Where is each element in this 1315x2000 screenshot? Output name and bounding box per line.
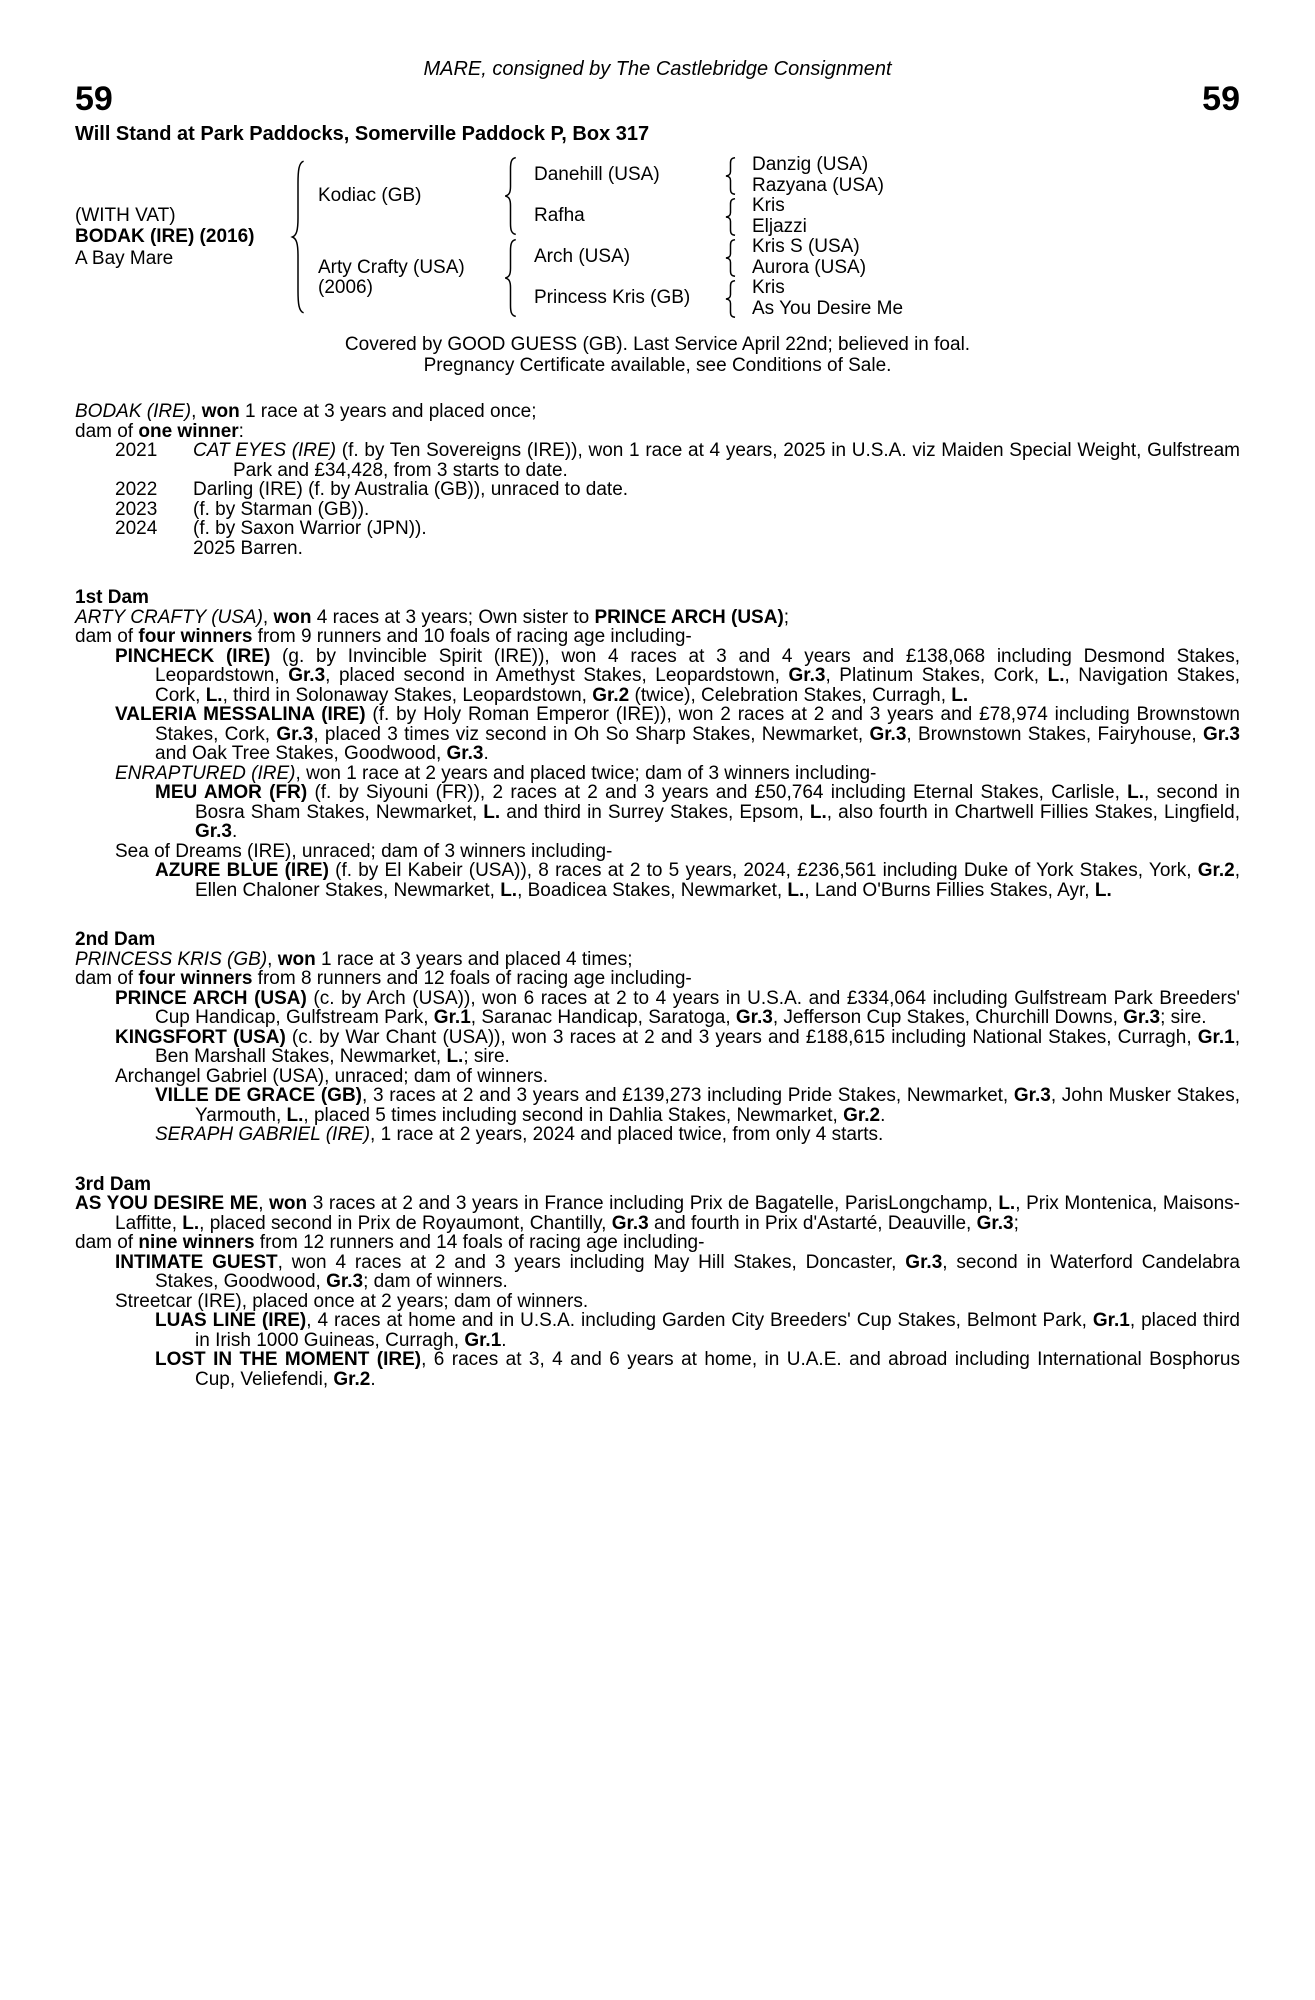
consignor-line: MARE, consigned by The Castlebridge Consignment [423, 58, 892, 80]
text-run: L. [483, 801, 501, 823]
text-run: PRINCESS KRIS (GB) [75, 948, 268, 970]
catalogue-paragraph [75, 1311, 1240, 1350]
text-run: , Ellen Chaloner Stakes, Newmarket, [195, 860, 1240, 901]
text-run: Gr.3 [1203, 723, 1240, 745]
text-run: won [277, 948, 316, 970]
text-run: MEU AMOR (FR) [155, 782, 308, 803]
text-run: , 3 races at 2 and 3 years and £139,273 including Pride Stakes, Newmarket, [362, 1085, 1014, 1106]
text-run: Gr.2 [843, 1104, 881, 1126]
text-run: , second in Bosra Sham Stakes, Newmarket, [195, 782, 1240, 823]
catalogue-paragraph [75, 705, 1240, 764]
text-run: , [267, 948, 278, 970]
text-run: VILLE DE GRACE (GB) [155, 1085, 363, 1106]
text-run: , 1 race at 2 years, 2024 and placed twice, from only 4 starts. [370, 1124, 884, 1145]
catalogue-paragraph [75, 1125, 1240, 1145]
text-run: Gr.1 [464, 1329, 502, 1351]
lot-number-right: 59 [1202, 80, 1240, 118]
text-run: Gr.3 [976, 1212, 1014, 1234]
text-run: : [238, 420, 244, 442]
text-run: (f. by Siyouni (FR)), 2 races at 2 and 3 years and £50,764 including Eternal Stakes, Carlisle, [307, 782, 1128, 803]
sire-block [318, 155, 903, 237]
foal-entry-text [193, 539, 1240, 559]
sections [75, 402, 1240, 1389]
covering-line-2: Pregnancy Certificate available, see Conditions of Sale. [423, 354, 892, 376]
text-run: BODAK (IRE) [75, 401, 192, 422]
text-run: ENRAPTURED (IRE) [115, 762, 296, 784]
subject-horse-name: BODAK (IRE) (2016) [75, 226, 255, 248]
text-run: and fourth in Prix d'Astarté, Deauville, [648, 1212, 977, 1234]
brace-icon [724, 239, 737, 277]
text-run: ; [783, 606, 790, 628]
great-grandsire-name: Kris [752, 277, 785, 298]
produce-record-row [75, 539, 1240, 559]
text-run: PINCHECK (IRE) [115, 645, 271, 667]
text-run: one winner [138, 420, 239, 442]
text-run: , third in Solonaway Stakes, Leopardstown, [222, 684, 593, 706]
text-run: four winners [138, 968, 253, 989]
catalogue-paragraph [75, 627, 1240, 647]
text-run: Streetcar (IRE), placed once at 2 years; dam of winners. [115, 1290, 589, 1312]
pedigree-section [75, 1175, 1240, 1390]
text-run: 1 race at 3 years and placed 4 times; [315, 948, 633, 970]
lot-number-left: 59 [75, 80, 113, 118]
subject-horse-description: A Bay Mare [75, 247, 174, 269]
text-run: (g. by Invincible Spirit (IRE)), won 4 races at 3 and 4 years and £138,068 including Desmond Stakes, Leopardstown, [155, 645, 1241, 686]
text-run: Gr.3 [326, 1271, 364, 1292]
catalogue-paragraph [75, 1350, 1240, 1389]
text-run: Gr.3 [611, 1212, 649, 1234]
text-run: (f. by Starman (GB)). [193, 498, 370, 520]
text-run: . [501, 1329, 507, 1351]
catalogue-paragraph [75, 1086, 1240, 1125]
foal-entry-text [193, 441, 1240, 480]
text-run: Gr.3 [446, 743, 484, 764]
text-run: from 12 runners and 14 foals of racing age including- [254, 1232, 705, 1253]
catalogue-paragraph [75, 861, 1240, 900]
great-granddam-name: Razyana (USA) [752, 174, 884, 196]
text-run: won [273, 606, 312, 628]
catalogue-paragraph [75, 989, 1240, 1028]
sire-name: Kodiac (GB) [318, 184, 422, 206]
great-granddam-name: Eljazzi [752, 215, 807, 237]
granddam-name: Rafha [534, 205, 585, 227]
text-run: dam of [75, 420, 139, 442]
text-run: dam of [75, 968, 139, 989]
pedigree-section [75, 402, 1240, 558]
text-run: (f. by Holy Roman Emperor (IRE)), won 2 races at 2 and 3 years and £78,974 including Brownstown Stakes, Cork, [155, 704, 1240, 745]
catalogue-paragraph [75, 608, 1240, 628]
text-run: , Land O'Burns Fillies Stakes, Ayr, [804, 879, 1095, 901]
text-run: Gr.3 [735, 1007, 773, 1028]
text-run: 4 races at 3 years; Own sister to [311, 606, 595, 628]
text-run: (f. by El Kabeir (USA)), 8 races at 2 to 5 years, 2024, £236,561 including Duke of York Stakes, York, [328, 860, 1198, 881]
catalogue-paragraph [75, 1067, 1240, 1087]
lot-number-row [75, 81, 1240, 117]
text-run: LOST IN THE MOMENT (IRE) [155, 1349, 422, 1370]
pedigree-parents [318, 155, 903, 319]
dam-name-line2: (2006) [318, 277, 373, 298]
great-grandparents [752, 237, 866, 278]
grandsire-name: Danehill (USA) [534, 164, 660, 186]
dam-grandparents [534, 237, 903, 319]
granddam-block [534, 196, 884, 237]
subject-horse-info [75, 205, 290, 270]
text-run: (c. by War Chant (USA)), won 3 races at 2 and 3 years and £188,615 including National Stakes, Curragh, [285, 1026, 1198, 1048]
great-grandparents [752, 155, 884, 196]
text-run: , 6 races at 3, 4 and 6 years at home, in U.A.E. and abroad including International Bosphorus Cup, Veliefendi, [195, 1349, 1240, 1390]
dam-block [318, 237, 903, 319]
text-run: KINGSFORT (USA) [115, 1026, 286, 1048]
text-run: L. [182, 1212, 200, 1234]
text-run: (c. by Arch (USA)), won 6 races at 2 to 4 years in U.S.A. and £334,064 including Gulfstream Park Breeders' Cup Handicap, Gulfstream Park, [155, 987, 1241, 1028]
text-run: L. [998, 1193, 1016, 1214]
text-run: L. [809, 801, 827, 823]
text-run: SERAPH GABRIEL (IRE) [155, 1124, 371, 1145]
text-run: and Oak Tree Stakes, Goodwood, [155, 743, 447, 764]
granddam-block [534, 278, 903, 319]
produce-record-row [75, 441, 1240, 480]
section-heading: 1st Dam [75, 587, 149, 608]
catalogue-paragraph [75, 1233, 1240, 1253]
text-run: , 4 races at home and in U.S.A. including Garden City Breeders' Cup Stakes, Belmont Park, [306, 1310, 1093, 1331]
text-run: , Boadicea Stakes, Newmarket, [517, 879, 788, 901]
great-grandsire-name: Kris S (USA) [752, 236, 860, 257]
pedigree-table [75, 155, 1240, 319]
text-run: L. [205, 684, 223, 706]
catalogue-paragraph [75, 783, 1240, 842]
foal-entry-text [193, 480, 1240, 500]
brace-icon [724, 157, 737, 195]
text-run: L. [1094, 879, 1112, 901]
great-grandsire-name: Kris [752, 195, 785, 216]
text-run: Gr.3 [1123, 1007, 1161, 1028]
catalogue-paragraph [75, 402, 1240, 422]
text-run: . [231, 821, 238, 842]
text-run: VALERIA MESSALINA (IRE) [115, 704, 366, 725]
text-run: dam of [75, 1232, 139, 1253]
pedigree-section [75, 930, 1240, 1145]
text-run: , placed 3 times viz second in Oh So Sharp Stakes, Newmarket, [313, 723, 870, 745]
text-run: Gr.2 [592, 684, 630, 706]
text-run: ; dam of winners. [363, 1271, 508, 1292]
text-run: L. [1127, 782, 1145, 803]
covering-line-1: Covered by GOOD GUESS (GB). Last Service April 22nd; believed in foal. [344, 334, 971, 355]
produce-record-row [75, 519, 1240, 539]
great-granddam-name: Aurora (USA) [752, 256, 867, 278]
text-run: LUAS LINE (IRE) [155, 1310, 307, 1331]
foal-year: 2021 [115, 440, 158, 461]
text-run: , also fourth in Chartwell Fillies Stakes, Lingfield, [826, 801, 1240, 823]
catalogue-paragraph [75, 950, 1240, 970]
text-run: ARTY CRAFTY (USA) [75, 606, 263, 628]
text-run: Gr.2 [333, 1368, 371, 1390]
text-run: , Saranac Handicap, Saratoga, [470, 1007, 736, 1028]
grandsire-block [534, 155, 884, 196]
catalogue-paragraph [75, 1292, 1240, 1312]
brace-icon [290, 158, 306, 316]
text-run: Sea of Dreams (IRE), unraced; dam of 3 winners including- [115, 840, 613, 862]
text-run: , Navigation Stakes, Cork, [155, 665, 1240, 706]
text-run: Gr.3 [195, 821, 232, 842]
text-run: Darling (IRE) (f. by Australia (GB)), unraced to date. [193, 479, 629, 500]
catalogue-paragraph [75, 842, 1240, 862]
text-run: L. [951, 684, 969, 706]
catalogue-paragraph [75, 969, 1240, 989]
grandsire-name: Arch (USA) [534, 246, 631, 268]
text-run: (f. by Saxon Warrior (JPN)). [193, 518, 427, 539]
text-run: from 9 runners and 10 foals of racing age including- [252, 626, 692, 647]
text-run: won [269, 1193, 308, 1214]
text-run: Gr.2 [1197, 860, 1235, 881]
great-grandsire-name: Danzig (USA) [752, 154, 869, 175]
covering-details [75, 335, 1240, 376]
foal-entry-text [193, 500, 1240, 520]
text-run: (f. by Ten Sovereigns (IRE)), won 1 race at 4 years, 2025 in U.S.A. viz Maiden Special Weight, Gulfstream Park and £34,428, from 3 starts to date. [233, 440, 1241, 481]
foal-year: 2022 [115, 479, 158, 500]
brace-icon [503, 156, 518, 236]
text-run: , [191, 401, 202, 422]
granddam-name: Princess Kris (GB) [534, 287, 691, 309]
catalogue-paragraph [75, 647, 1240, 706]
text-run: Gr.3 [788, 665, 826, 686]
text-run: ; sire. [1160, 1007, 1207, 1028]
text-run: PRINCE ARCH (USA) [115, 987, 307, 1009]
produce-record-row [75, 500, 1240, 520]
text-run: , Platinum Stakes, Cork, [825, 665, 1048, 686]
text-run: , won 4 races at 2 and 3 years including May Hill Stakes, Doncaster, [277, 1251, 906, 1273]
text-run: Gr.1 [1197, 1026, 1235, 1048]
text-run: Archangel Gabriel (USA), unraced; dam of winners. [115, 1065, 548, 1087]
foal-year: 2024 [115, 518, 158, 539]
text-run: , placed third in Irish 1000 Guineas, Curragh, [195, 1310, 1240, 1351]
grandsire-block [534, 237, 903, 278]
foal-year [115, 539, 193, 559]
great-granddam-name: As You Desire Me [752, 297, 904, 319]
text-run: L. [286, 1104, 304, 1126]
foal-entry-text [193, 519, 1240, 539]
text-run: , won 1 race at 2 years and placed twice; dam of 3 winners including- [295, 762, 877, 784]
text-run: AS YOU DESIRE ME [75, 1193, 259, 1214]
brace-icon [724, 198, 737, 236]
text-run: INTIMATE GUEST [115, 1251, 278, 1273]
text-run: , placed second in Prix de Royaumont, Chantilly, [199, 1212, 612, 1234]
text-run: , placed second in Amethyst Stakes, Leopardstown, [325, 665, 789, 686]
brace-icon [724, 280, 737, 318]
text-run: L. [446, 1046, 464, 1067]
text-run: L. [787, 879, 805, 901]
brace-icon [503, 238, 518, 318]
catalogue-paragraph [75, 1028, 1240, 1067]
text-run: L. [500, 879, 518, 901]
text-run: , Brownstown Stakes, Fairyhouse, [906, 723, 1204, 745]
text-run: L. [1047, 665, 1065, 686]
text-run: 2025 Barren. [193, 537, 303, 559]
text-run: , [258, 1193, 270, 1214]
text-run: , second in Waterford Candelabra Stakes, Goodwood, [155, 1251, 1240, 1292]
text-run: Gr.1 [433, 1007, 471, 1028]
catalogue-paragraph [75, 764, 1240, 784]
text-run: Gr.3 [869, 723, 907, 745]
dam-name-line1: Arty Crafty (USA) [318, 256, 465, 278]
text-run: and third in Surrey Stakes, Epsom, [500, 801, 810, 823]
text-run: 1 race at 3 years and placed once; [239, 401, 537, 422]
text-run: from 8 runners and 12 foals of racing age including- [252, 968, 692, 989]
text-run: , Jefferson Cup Stakes, Churchill Downs, [772, 1007, 1124, 1028]
stand-location-line: Will Stand at Park Paddocks, Somerville Paddock P, Box 317 [75, 123, 650, 145]
sire-grandparents [534, 155, 884, 237]
section-heading: 2nd Dam [75, 929, 156, 950]
section-heading: 3rd Dam [75, 1173, 152, 1195]
text-run: Gr.1 [1092, 1310, 1130, 1331]
dam-name [318, 258, 493, 299]
text-run: dam of [75, 626, 139, 647]
text-run: . [370, 1368, 376, 1390]
vat-note: (WITH VAT) [75, 204, 176, 226]
text-run: ; [1013, 1212, 1019, 1234]
text-run: ; sire. [463, 1046, 510, 1067]
text-run: 3 races at 2 and 3 years in France including Prix de Bagatelle, ParisLongchamp, [307, 1193, 999, 1214]
pedigree-section [75, 588, 1240, 900]
text-run: four winners [138, 626, 253, 647]
text-run: Gr.3 [1013, 1085, 1051, 1106]
text-run: won [201, 401, 240, 422]
text-run: , [262, 606, 274, 628]
text-run: , Prix Montenica, Maisons-Laffitte, [115, 1193, 1240, 1234]
catalogue-paragraph [75, 1253, 1240, 1292]
text-run: AZURE BLUE (IRE) [155, 860, 329, 881]
text-run: . [483, 743, 489, 764]
produce-record-row [75, 480, 1240, 500]
text-run: nine winners [138, 1232, 255, 1253]
text-run: Gr.3 [905, 1251, 943, 1273]
catalogue-paragraph [75, 422, 1240, 442]
text-run: , Ben Marshall Stakes, Newmarket, [155, 1026, 1240, 1067]
great-grandparents [752, 196, 807, 237]
text-run: Gr.3 [288, 665, 326, 686]
text-run: , placed 5 times including second in Dahlia Stakes, Newmarket, [303, 1104, 844, 1126]
catalogue-paragraph [75, 1194, 1240, 1233]
text-run: PRINCE ARCH (USA) [594, 606, 784, 628]
text-run: CAT EYES (IRE) [193, 440, 337, 461]
text-run: (twice), Celebration Stakes, Curragh, [629, 684, 952, 706]
text-run: , John Musker Stakes, Yarmouth, [195, 1085, 1241, 1126]
foal-year: 2023 [115, 498, 158, 520]
text-run: . [880, 1104, 886, 1126]
great-grandparents [752, 278, 903, 319]
text-run: Gr.3 [276, 723, 314, 745]
